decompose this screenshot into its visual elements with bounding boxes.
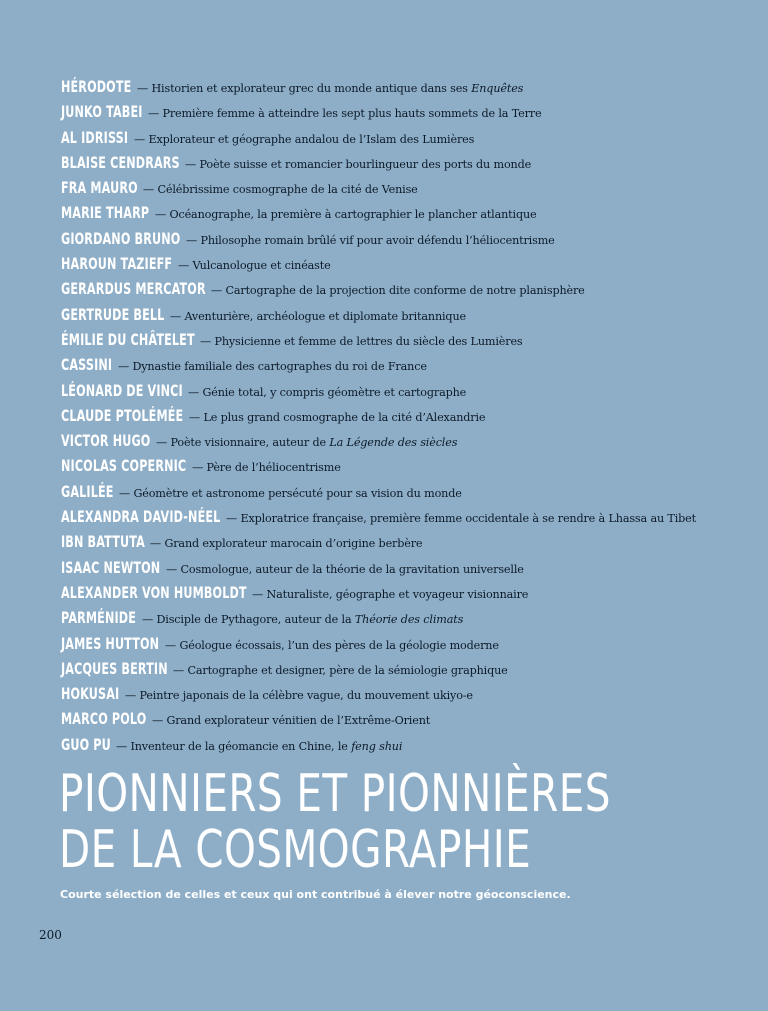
entry-name-wrap [61,504,226,530]
entry-name-wrap [61,200,155,226]
entry-description [119,487,462,500]
entry-name: GERARDUS MERCATOR [61,279,206,299]
entry-name-wrap [61,276,211,302]
entry-description [166,563,524,576]
entry-name: GERTRUDE BELL [61,304,165,324]
list-item [61,74,761,99]
entry-description [185,158,531,171]
entry-description-text: — Océanographe, la première à cartographier le plancher atlantique [155,208,537,222]
entry-description [188,386,466,399]
entry-description-text: — Physicienne et femme de lettres du siècle des Lumières [200,334,523,348]
page-number: 200 [39,928,62,942]
entry-description [137,82,523,95]
entry-name-wrap [61,327,200,353]
entry-name-wrap [61,529,150,555]
list-item [61,99,761,124]
entry-description [155,208,537,221]
list-item [61,529,761,554]
list-item [61,200,761,225]
entry-name-wrap [61,605,142,631]
entry-description-text: — Poète visionnaire, auteur de [156,436,330,450]
entry-description-text: — Grand explorateur marocain d’origine berbère [150,537,423,551]
entry-description-text: — Naturaliste, géographe et voyageur visionnaire [252,587,529,601]
entry-name: ISAAC NEWTON [61,557,161,577]
entry-description [150,537,422,550]
entry-name-wrap [61,706,152,732]
list-item [61,555,761,580]
entry-name-wrap [61,150,185,176]
entry-name: NICOLAS COPERNIC [61,456,187,476]
entry-description-text: — Le plus grand cosmographe de la cité d’Alexandrie [189,410,486,424]
entry-description [189,411,485,424]
title-line-1: PIONNIERS ET PIONNIÈRES [59,764,611,824]
entry-description-text: — Première femme à atteindre les sept plus hauts sommets de la Terre [148,107,542,121]
title-line-2: DE LA COSMOGRAPHIE [59,820,532,880]
entry-description [200,335,523,348]
page-subtitle: Courte sélection de celles et ceux qui ont contribué à élever notre géoconscience. [60,888,571,901]
entry-description-italic: Théorie des climats [354,613,464,627]
entry-name-wrap [61,656,173,682]
entry-name-wrap [61,125,134,151]
list-item [61,403,761,428]
entry-name-wrap [61,251,178,277]
entry-name: CASSINI [61,355,113,375]
entry-description-text: — Philosophe romain brûlé vif pour avoir défendu l’héliocentrisme [186,233,555,247]
entry-name: ALEXANDRA DAVID-NÉEL [61,507,221,527]
entry-name-wrap [61,302,170,328]
entry-description [211,284,585,297]
list-item [61,352,761,377]
entry-description-text: — Cartographe de la projection dite conforme de notre planisphère [211,284,585,298]
entry-description-text: — Exploratrice française, première femme occidentale à se rendre à Lhassa au Tibet [226,512,696,526]
entry-name: BLAISE CENDRARS [61,152,180,172]
entry-name: MARIE THARP [61,203,150,223]
entry-description-text: — Peintre japonais de la célèbre vague, du mouvement ukiyo-e [125,689,473,703]
entry-name: ALEXANDER VON HUMBOLDT [61,582,247,602]
entry-name: AL IDRISSI [61,127,129,147]
page-title [59,766,611,878]
entry-description [142,613,463,626]
list-item [61,681,761,706]
entry-description-text: — Poète suisse et romancier bourlingueur des ports du monde [185,157,532,171]
list-item [61,656,761,681]
entry-description [143,183,418,196]
list-item [61,251,761,276]
entry-name: JAMES HUTTON [61,633,160,653]
entry-name-wrap [61,681,125,707]
entry-name: LÉONARD DE VINCI [61,380,183,400]
entry-description-text: — Vulcanologue et cinéaste [178,259,331,273]
entry-name-wrap [61,732,116,758]
entry-description [173,664,508,677]
entry-name-wrap [61,99,148,125]
entry-description [178,259,331,272]
list-item [61,580,761,605]
entry-name-wrap [61,403,189,429]
entry-description [192,461,341,474]
entry-description-text: — Célébrissime cosmographe de la cité de Venise [143,183,418,197]
entry-description [252,588,528,601]
entry-name: VICTOR HUGO [61,431,151,451]
entry-description [165,639,499,652]
entry-name: MARCO POLO [61,709,147,729]
entry-description [116,740,402,753]
entry-description [125,689,473,702]
entry-name-wrap [61,74,137,100]
entry-name-wrap [61,428,156,454]
entry-description [118,360,427,373]
entry-description [152,714,430,727]
entry-description-text: — Historien et explorateur grec du monde antique dans ses [137,82,472,95]
entry-name-wrap [61,378,188,404]
entry-description-italic: Enquêtes [471,82,524,95]
entry-description-text: — Géologue écossais, l’un des pères de la géologie moderne [165,638,499,652]
entry-name-wrap [61,352,118,378]
list-item [61,732,761,757]
entry-description-text: — Génie total, y compris géomètre et cartographe [188,385,467,399]
entry-description-text: — Explorateur et géographe andalou de l’Islam des Lumières [134,132,475,146]
list-item [61,226,761,251]
pioneers-list [61,74,761,757]
entry-name: FRA MAURO [61,178,138,198]
list-item [61,378,761,403]
entry-description-text: — Géomètre et astronome persécuté pour sa vision du monde [119,486,462,500]
entry-name: HÉRODOTE [61,77,132,96]
entry-name: GUO PU [61,734,111,754]
entry-description [226,512,696,525]
entry-name-wrap [61,555,166,581]
list-item [61,706,761,731]
entry-name: GIORDANO BRUNO [61,228,181,248]
entry-description [170,310,466,323]
entry-name: JUNKO TABEI [61,102,143,122]
list-item [61,327,761,352]
entry-description-text: — Cosmologue, auteur de la théorie de la gravitation universelle [166,562,524,576]
entry-name-wrap [61,175,143,201]
list-item [61,150,761,175]
list-item [61,631,761,656]
entry-description [148,107,541,120]
entry-description-italic: feng shui [351,739,403,753]
entry-description-text: — Inventeur de la géomancie en Chine, le [116,739,352,753]
list-item [61,428,761,453]
entry-description-italic: La Légende des siècles [329,436,458,450]
list-item [61,125,761,150]
entry-description-text: — Grand explorateur vénitien de l’Extrême-Orient [152,714,431,728]
list-item [61,479,761,504]
entry-description [186,234,555,247]
entry-name-wrap [61,226,186,252]
entry-name: CLAUDE PTOLÉMÉE [61,405,184,425]
entry-description [134,133,474,146]
entry-description [156,436,457,449]
entry-name-wrap [61,479,119,505]
entry-name-wrap [61,631,165,657]
entry-name: HOKUSAI [61,684,120,704]
list-item [61,302,761,327]
entry-name: PARMÉNIDE [61,608,137,628]
entry-description-text: — Aventurière, archéologue et diplomate britannique [170,309,466,323]
entry-name-wrap [61,453,192,479]
list-item [61,453,761,478]
list-item [61,504,761,529]
entry-description-text: — Cartographe et designer, père de la sémiologie graphique [173,663,508,677]
list-item [61,276,761,301]
entry-name: GALILÉE [61,481,114,501]
entry-name: ÉMILIE DU CHÂTELET [61,329,195,349]
entry-name: HAROUN TAZIEFF [61,254,173,274]
entry-name-wrap [61,580,252,606]
entry-description-text: — Disciple de Pythagore, auteur de la [142,613,355,627]
entry-description-text: — Dynastie familiale des cartographes du roi de France [118,360,427,374]
entry-description-text: — Père de l’héliocentrisme [192,461,341,475]
list-item [61,605,761,630]
list-item [61,175,761,200]
entry-name: IBN BATTUTA [61,532,145,552]
entry-name: JACQUES BERTIN [61,658,168,678]
